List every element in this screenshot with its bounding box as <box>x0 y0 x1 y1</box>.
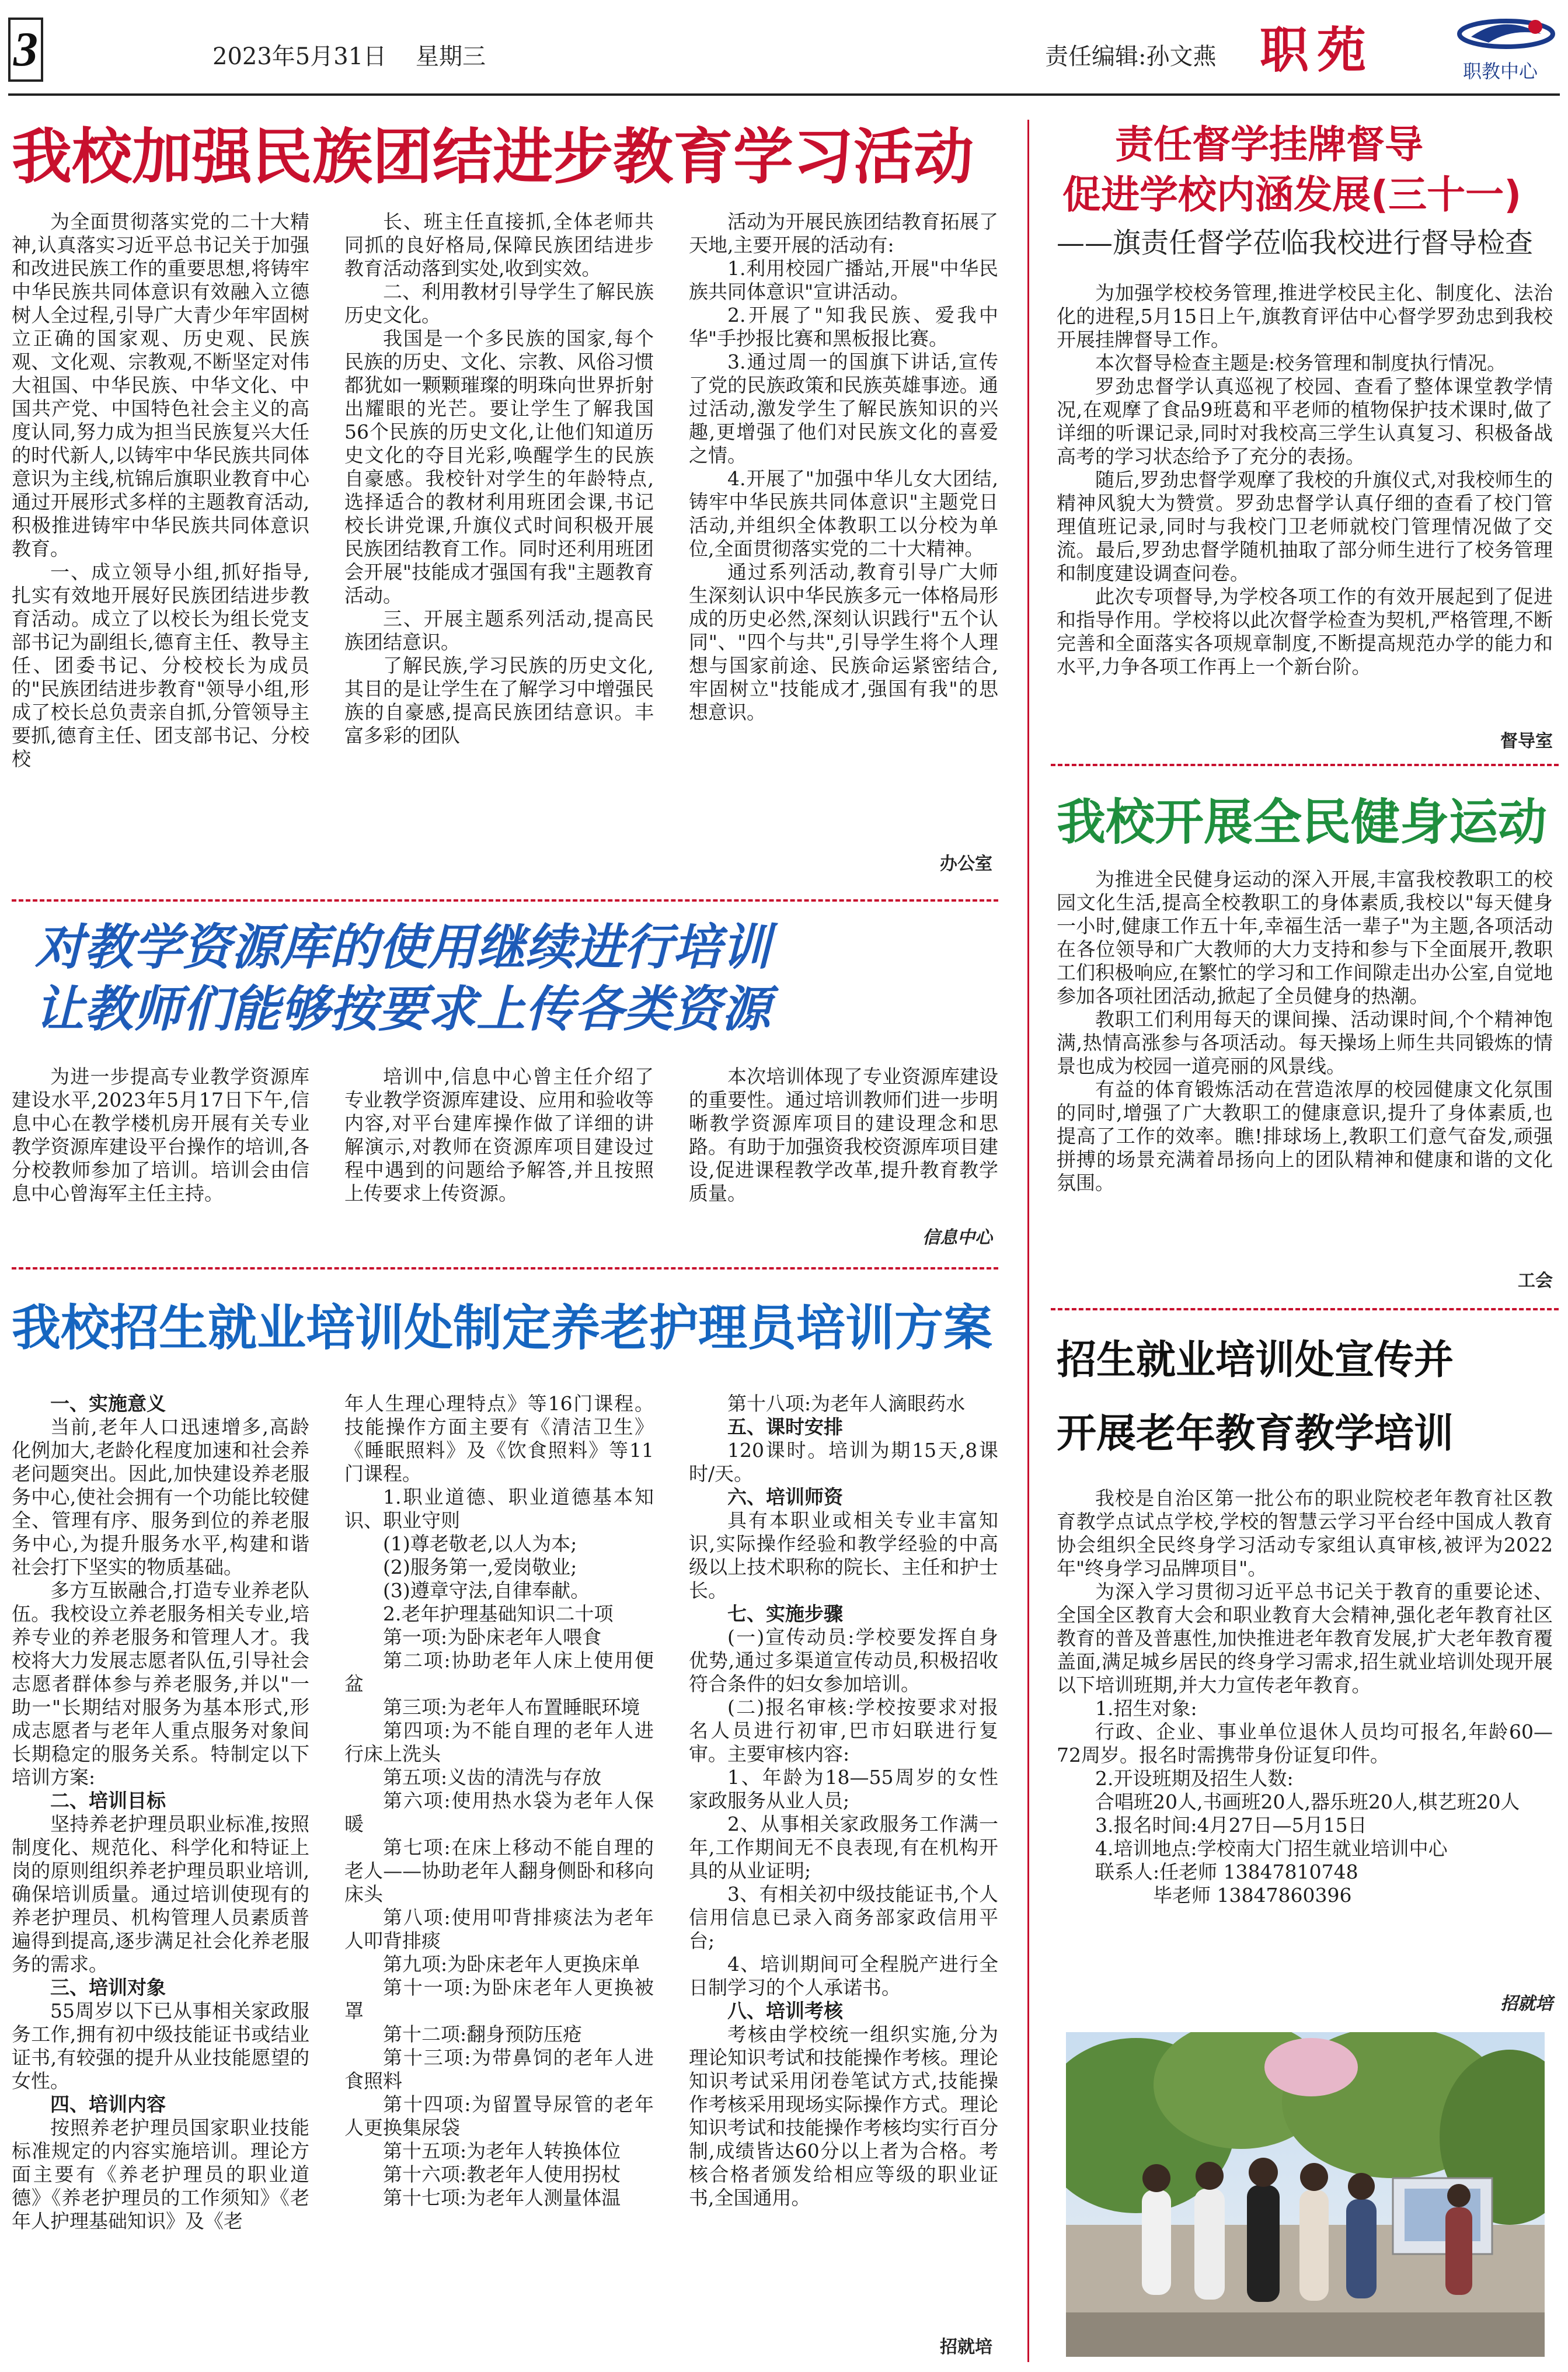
list-item: 第十五项:为老年人转换体位 <box>383 2140 621 2162</box>
article2-title-line1: 对教学资源库的使用继续进行培训 <box>35 919 771 976</box>
list-item: 行政、企业、事业单位退休人员均可报名,年龄60—72周岁。报名时需携带身份证复印件。 <box>1057 1720 1553 1766</box>
article3-column-1 <box>12 1392 309 2361</box>
paragraph: 有益的体育锻炼活动在营造浓厚的校园健康文化氛围的同时,增强了广大教职工的健康意识,提升了身体素质,也提高了工作的效率。瞧!排球场上,教职工们意气奋发,顽强拼搏的场景充满着昂扬向上的团队精神和健康和谐的文化氛围。 <box>1057 1078 1553 1194</box>
paragraph: 具有本职业或相关专业丰富知识,实际操作经验和教学经验的中高级以上技术职称的院长、主任和护士长。 <box>689 1509 998 1602</box>
list-item: 第十三项:为带鼻饲的老年人进食照料 <box>344 2046 654 2092</box>
list-item: 2.老年护理基础知识二十项 <box>383 1602 614 1625</box>
paragraph: 1、年龄为18—55周岁的女性家政服务从业人员; <box>689 1766 998 1812</box>
paragraph: 为进一步提高专业教学资源库建设水平,2023年5月17日下午,信息中心在教学楼机房开展有关专业教学资源库建设平台操作的培训,各分校教师参加了培训。培训会由信息中心曾海军主任主持。 <box>12 1065 309 1205</box>
paragraph: 3.通过周一的国旗下讲话,宣传了党的民族政策和民族英雄事迹。通过活动,激发学生了解民族知识的兴趣,更增强了他们对民族文化的喜爱之情。 <box>689 350 998 467</box>
article6-signature: 招就培 <box>1500 1994 1553 2014</box>
section-heading: 五、课时安排 <box>727 1415 843 1438</box>
section-divider <box>1051 764 1559 766</box>
paragraph: 多方互嵌融合,打造专业养老队伍。我校设立养老服务相关专业,培养专业的养老服务和管理人才。我校将大力发展志愿者队伍,引导社会志愿者群体参与养老服务,并以"一助一"长期结对服务为基本形式,形成志愿者与老年人重点服务对象间长期稳定的服务关系。特制定以下培训方案: <box>12 1579 309 1789</box>
list-item: 第四项:为不能自理的老年人进行床上洗头 <box>344 1719 654 1765</box>
paragraph: (二)报名审核:学校按要求对报名人员进行初审,巴市妇联进行复审。主要审核内容: <box>689 1696 998 1765</box>
paragraph: 按照养老护理员国家职业技能标准规定的内容实施培训。理论方面主要有《养老护理员的职业道德》《养老护理员的工作须知》《老年人护理基础知识》及《老 <box>12 2116 309 2232</box>
article5-signature: 工会 <box>1518 1271 1553 1291</box>
paragraph: 活动为开展民族团结教育拓展了天地,主要开展的活动有: <box>689 210 998 256</box>
list-item: 1.招生对象: <box>1095 1697 1197 1720</box>
paragraph: 三、开展主题系列活动,提高民族团结意识。 <box>344 607 654 653</box>
list-item: 第三项:为老年人布置睡眠环境 <box>383 1696 640 1719</box>
article5-body <box>1057 868 1553 1277</box>
paragraph: 年人生理心理特点》等16门课程。技能操作方面主要有《清洁卫生》《睡眠照料》及《饮食照料》等11门课程。 <box>344 1392 654 1485</box>
article5-title: 我校开展全民健身运动 <box>1057 794 1548 851</box>
article2-title-line2: 让教师们能够按要求上传各类资源 <box>35 980 771 1038</box>
list-item: 第五项:义齿的清洗与存放 <box>383 1766 602 1789</box>
section-heading: 七、实施步骤 <box>727 1602 843 1625</box>
section-divider <box>12 1267 998 1270</box>
article6-title-line2: 开展老年教育教学培训 <box>1057 1410 1454 1457</box>
list-item: 3.报名时间:4月27日—5月15日 <box>1095 1814 1367 1837</box>
logo-caption: 职教中心 <box>1462 60 1538 82</box>
paragraph: 为加强学校校务管理,推进学校民主化、制度化、法治化的进程,5月15日上午,旗教育评估中心督学罗劲忠到我校开展挂牌督导工作。 <box>1057 281 1553 351</box>
list-item: 第十二项:翻身预防压疮 <box>383 2023 583 2046</box>
paragraph: 当前,老年人口迅速增多,高龄化例加大,老龄化程度加速和社会养老问题突出。因此,加快建设养老服务中心,使社会拥有一个功能比较健全、管理有序、服务到位的养老服务中心,为提升服务水平,构建和谐社会打下坚实的物质基础。 <box>12 1415 309 1578</box>
list-item: 2.开设班期及招生人数: <box>1095 1767 1294 1790</box>
paragraph: (一)宣传动员:学校要发挥自身优势,通过多渠道宣传动员,积极招收符合条件的妇女参加培训。 <box>689 1626 998 1695</box>
article3-column-3 <box>689 1392 998 2326</box>
article4-signature: 督导室 <box>1500 731 1553 752</box>
article1-title: 我校加强民族团结进步教育学习活动 <box>12 122 974 192</box>
list-item: 第十四项:为留置导尿管的老年人更换集尿袋 <box>344 2093 654 2139</box>
paragraph: 随后,罗劲忠督学观摩了我校的升旗仪式,对我校师生的精神风貌大为赞赏。罗劲忠督学认真仔细的查看了校门管理值班记录,同时与我校门卫老师就校门管理情况做了交流。最后,罗劲忠督学随机抽取了部分师生进行了校务管理和制度建设调查问卷。 <box>1057 468 1553 585</box>
article6-body <box>1057 1487 1553 1989</box>
section-divider <box>12 899 998 902</box>
page-number: 3 <box>8 18 43 82</box>
section-heading: 八、培训考核 <box>727 1999 843 2022</box>
list-item: 第十七项:为老年人测量体温 <box>383 2186 621 2209</box>
masthead-rule <box>8 93 1560 96</box>
paragraph: 一、成立领导小组,抓好指导,扎实有效地开展好民族团结进步教育活动。成立了以校长为组长党支部书记为副组长,德育主任、教导主任、团委书记、分校校长为成员的"民族团结进步教育"领导小组,形成了校长总负责亲自抓,分管领导主要抓,德育主任、团支部书记、分校校 <box>12 561 309 770</box>
paragraph: 罗劲忠督学认真巡视了校园、查看了整体课堂教学情况,在观摩了食品9班葛和平老师的植物保护技术课时,做了详细的听课记录,同时对我校高三学生认真复习、积极备战高考的学习状态给予了充分的表扬。 <box>1057 375 1553 468</box>
editor-credit: 责任编辑:孙文燕 <box>1045 43 1217 70</box>
section-divider <box>1051 1308 1559 1310</box>
list-item: 4.培训地点:学校南大门招生就业培训中心 <box>1095 1837 1448 1860</box>
paragraph: 二、利用教材引导学生了解民族历史文化。 <box>344 280 654 326</box>
paragraph: 此次专项督导,为学校各项工作的有效开展起到了促进和指导作用。学校将以此次督学检查为契机,严格管理,不断完善和全面落实各项规章制度,不断提高规范办学的能力和水平,力争各项工作再上一个新台阶。 <box>1057 585 1553 678</box>
list-item: 第十一项:为卧床老年人更换被罩 <box>344 1976 654 2022</box>
article1-column-3 <box>689 210 998 853</box>
section-heading: 四、培训内容 <box>50 2093 166 2116</box>
list-item: (2)服务第一,爱岗敬业; <box>383 1556 577 1578</box>
article2-column-3 <box>689 1065 998 1240</box>
issue-weekday: 星期三 <box>416 43 486 70</box>
article2-column-1 <box>12 1065 309 1264</box>
paragraph: 我校是自治区第一批公布的职业院校老年教育社区教育教学点试点学校,学校的智慧云学习平台经中国成人教育协会组织全民终身学习活动专家组认真审核,被评为2022年"终身学习品牌项目"。 <box>1057 1487 1553 1580</box>
paragraph: 1.利用校园广播站,开展"中华民族共同体意识"宣讲活动。 <box>689 257 998 303</box>
list-item: 第七项:在床上移动不能自理的老人——协助老年人翻身侧卧和移向床头 <box>344 1836 654 1905</box>
article3-signature: 招就培 <box>940 2337 992 2357</box>
list-item: 1.职业道德、职业道德基本知识、职业守则 <box>344 1486 654 1532</box>
paragraph: 培训中,信息中心曾主任介绍了专业教学资源库建设、应用和验收等内容,对平台建库操作做了详细的讲解演示,对教师在资源库项目建设过程中遇到的问题给予解答,并且按照上传要求上传资源。 <box>344 1065 654 1205</box>
paragraph: 4.开展了"加强中华儿女大团结,铸牢中华民族共同体意识"主题党日活动,并组织全体教职工以分校为单位,全面贯彻落实党的二十大精神。 <box>689 467 998 560</box>
list-item: 第十八项:为老年人滴眼药水 <box>727 1392 966 1415</box>
section-heading: 三、培训对象 <box>50 1976 166 1999</box>
list-item: 第九项:为卧床老年人更换床单 <box>383 1953 640 1975</box>
paragraph: 本次督导检查主题是:校务管理和制度执行情况。 <box>1095 352 1507 374</box>
list-item: 第二项:协助老年人床上使用便盆 <box>344 1649 654 1695</box>
list-item: 合唱班20人,书画班20人,器乐班20人,棋艺班20人 <box>1095 1790 1520 1813</box>
paragraph: 为深入学习贯彻习近平总书记关于教育的重要论述、全国全区教育大会和职业教育大会精神,强化老年教育社区教育的普及普惠性,加快推进老年教育发展,扩大老年教育覆盖面,满足城乡居民的终身学习需求,招生就业培训处现开展以下培训班期,并大力宣传老年教育。 <box>1057 1580 1553 1696</box>
article1-signature: 办公室 <box>940 854 992 874</box>
article3-title: 我校招生就业培训处制定养老护理员培训方案 <box>12 1299 993 1357</box>
section-heading: 二、培训目标 <box>50 1789 166 1812</box>
list-item: 第十六项:教老年人使用拐杖 <box>383 2163 621 2186</box>
issue-date: 2023年5月31日 <box>212 43 387 70</box>
paragraph: 2、从事相关家政服务工作满一年,工作期间无不良表现,有在机构开具的从业证明; <box>689 1813 998 1882</box>
list-item: (3)遵章守法,自律奉献。 <box>383 1579 590 1602</box>
article2-column-2 <box>344 1065 654 1264</box>
contact-line: 毕老师 13847860396 <box>1153 1884 1352 1907</box>
list-item: (1)尊老敬老,以人为本; <box>383 1532 577 1555</box>
paragraph: 本次培训体现了专业资源库建设的重要性。通过培训教师们进一步明晰教学资源库项目的建设理念和思路。有助于加强资我校资源库项目建设,促进课程教学改革,提升教育教学质量。 <box>689 1065 998 1205</box>
paragraph: 120课时。培训为期15天,8课时/天。 <box>689 1439 998 1485</box>
paragraph: 了解民族,学习民族的历史文化,其目的是让学生在了解学习中增强民族的自豪感,提高民族团结意识。丰富多彩的团队 <box>344 654 654 747</box>
section-heading: 一、实施意义 <box>50 1392 166 1415</box>
section-heading: 六、培训师资 <box>727 1486 843 1508</box>
paragraph: 3、有相关初中级技能证书,个人信用信息已录入商务部家政信用平台; <box>689 1883 998 1952</box>
paragraph: 为全面贯彻落实党的二十大精神,认真落实习近平总书记关于加强和改进民族工作的重要思想,将铸牢中华民族共同体意识有效融入立德树人全过程,引导广大青少年牢固树立正确的国家观、历史观、民族观、文化观、宗教观,不断坚定对伟大祖国、中华民族、中华文化、中国共产党、中国特色社会主义的高度认同,努力成为担当民族复兴大任的时代新人,以铸牢中华民族共同体意识为主线,杭锦后旗职业教育中心通过开展形式多样的主题教育活动,积极推进铸牢中华民族共同体意识教育。 <box>12 210 309 560</box>
paragraph: 考核由学校统一组织实施,分为理论知识考试和技能操作考核。理论知识考试采用闭卷笔试方式,技能操作考核采用现场实际操作方式。理论知识考试和技能操作考核均实行百分制,成绩皆达60分以上者为合格。考核合格者颁发给相应等级的职业证书,全国通用。 <box>689 2023 998 2209</box>
list-item: 第六项:使用热水袋为老年人保暖 <box>344 1789 654 1835</box>
article6-title-line1: 招生就业培训处宣传并 <box>1057 1337 1454 1383</box>
article4-title-line1: 责任督学挂牌督导 <box>1115 122 1423 167</box>
article4-subtitle: ——旗责任督学莅临我校进行督导检查 <box>1057 227 1534 259</box>
article1-column-1 <box>12 210 309 888</box>
article1-column-2 <box>344 210 654 888</box>
list-item: 第一项:为卧床老年人喂食 <box>383 1626 602 1648</box>
column-divider <box>1027 120 1029 2362</box>
paragraph: 通过系列活动,教育引导广大师生深刻认识中华民族多元一体格局形成的历史必然,深刻认识践行"五个认同"、"四个与共",引导学生将个人理想与国家前途、民族命运紧密结合,牢固树立"技能成才,强国有我"的思想意识。 <box>689 561 998 724</box>
article4-title-line2: 促进学校内涵发展(三十一) <box>1062 172 1522 217</box>
list-item: 第八项:使用叩背排痰法为老年人叩背排痰 <box>344 1906 654 1952</box>
article3-column-2 <box>344 1392 654 2361</box>
contact-line: 联系人:任老师 13847810748 <box>1095 1860 1358 1883</box>
article2-signature: 信息中心 <box>922 1227 992 1248</box>
paragraph: 坚持养老护理员职业标准,按照制度化、规范化、科学化和特证上岗的原则组织养老护理员职业培训,确保培训质量。通过培训使现有的养老护理员、机构管理人员素质普遍得到提高,逐步满足社会化养老服务的需求。 <box>12 1813 309 1975</box>
section-name: 职苑 <box>1260 21 1375 79</box>
paragraph: 55周岁以下已从事相关家政服务工作,拥有初中级技能证书或结业证书,有较强的提升从业技能愿望的女性。 <box>12 1999 309 2092</box>
paragraph: 教职工们利用每天的课间操、活动课时间,个个精神饱满,热情高涨参与各项活动。每天操场上师生共同锻炼的情景也成为校园一道亮丽的风景线。 <box>1057 1008 1553 1077</box>
paragraph: 2.开展了"知我民族、爱我中华"手抄报比赛和黑板报比赛。 <box>689 304 998 350</box>
paragraph: 长、班主任直接抓,全体老师共同抓的良好格局,保障民族团结进步教育活动落到实处,收到实效。 <box>344 210 654 280</box>
paragraph: 4、培训期间可全程脱产进行全日制学习的个人承诺书。 <box>689 1953 998 1999</box>
article4-body <box>1057 281 1553 760</box>
paragraph: 我国是一个多民族的国家,每个民族的历史、文化、宗教、风俗习惯都犹如一颗颗璀璨的明珠向世界折射出耀眼的光芒。要让学生了解我国56个民族的历史文化,让他们知道历史文化的夺目光彩,唤醒学生的民族自豪感。我校针对学生的年龄特点,选择适合的教材利用班团会课,书记校长讲党课,升旗仪式时间积极开展民族团结教育工作。同时还利用班团会开展"技能成才强国有我"主题教育活动。 <box>344 327 654 607</box>
paragraph: 为推进全民健身运动的深入开展,丰富我校教职工的校园文化生活,提高全校教职工的身体素质,我校以"每天健身一小时,健康工作五十年,幸福生活一辈子"为主题,各项活动在各位领导和广大教师的大力支持和参与下全面展开,教职工们积极响应,在繁忙的学习和工作间隙走出办公室,自觉地参加各项社团活动,掀起了全员健身的热潮。 <box>1057 868 1553 1007</box>
event-photo <box>1066 2032 1545 2357</box>
